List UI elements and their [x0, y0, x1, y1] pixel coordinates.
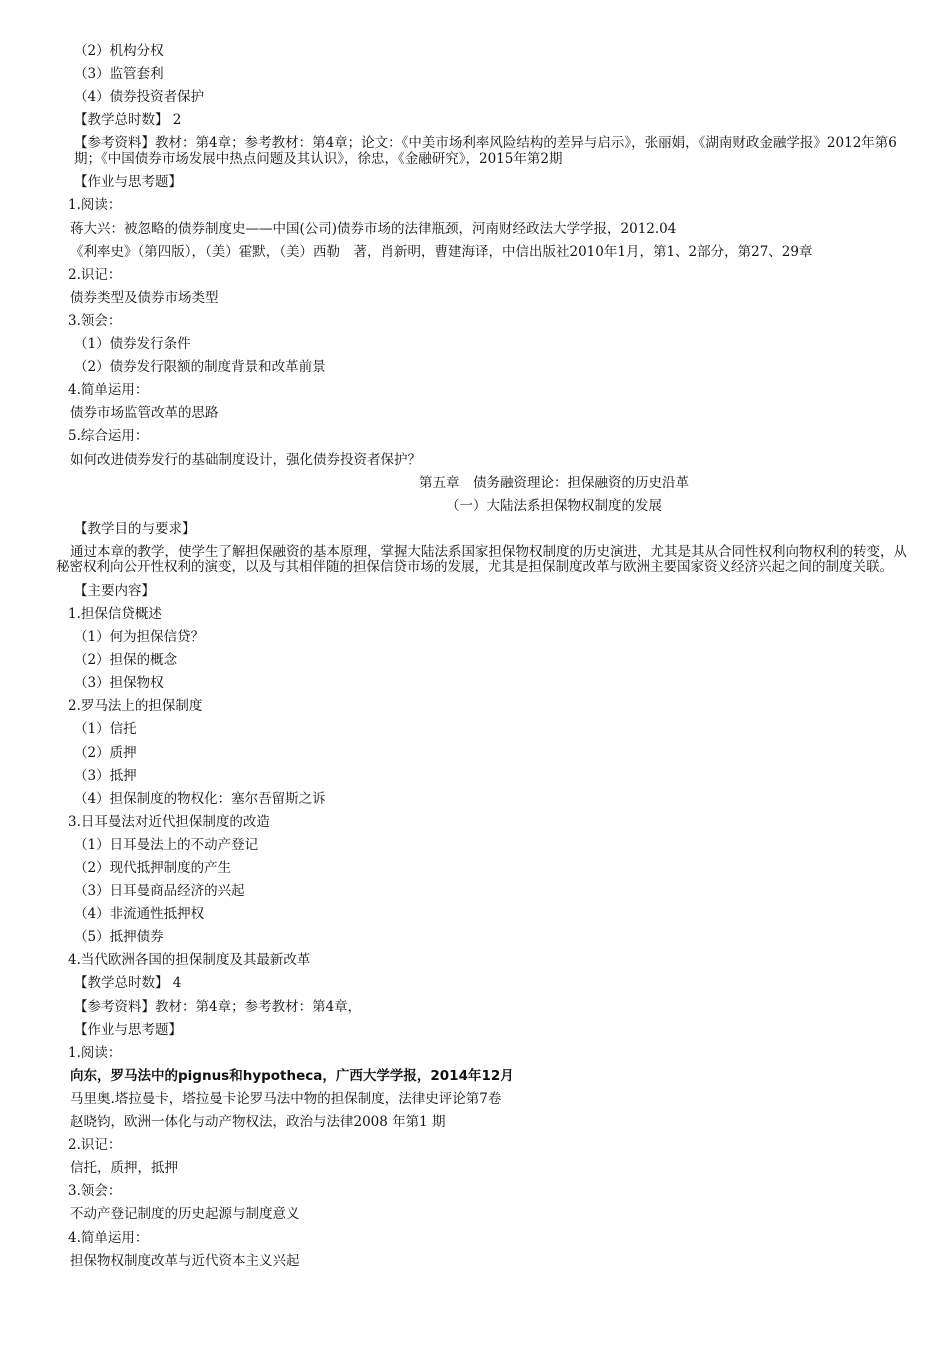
list-item: 债券类型及债券市场类型 [70, 289, 219, 306]
reading-item: 蒋大兴：被忽略的债券制度史——中国(公司)债券市场的法律瓶颈，河南财经政法大学学报，2012.04 [70, 220, 677, 237]
list-item: （2）质押 [74, 744, 137, 761]
list-item: （1）日耳曼法上的不动产登记 [74, 836, 259, 853]
list-item: （2）机构分权 [74, 43, 164, 59]
reference-paragraph: 【参考资料】教材：第4章；参考教材：第4章；论文：《中美市场利率风险结构的差异与启示》，张丽娟，《湖南财政金融学报》2012年第6期；《中国债券市场发展中热点问题及其认识》，徐忠，《金融研究》，2015年第2期 [74, 135, 897, 167]
list-item: （1）信托 [74, 721, 137, 738]
section-title: （一）大陆法系担保物权制度的发展 [446, 497, 662, 514]
list-item: （1）债券发行条件 [74, 336, 191, 353]
list-item: 3.领会： [68, 1183, 122, 1200]
list-item: （3）监管套利 [74, 66, 164, 83]
list-item: （1）何为担保信贷？ [74, 629, 205, 646]
section-heading: 【主要内容】 [74, 582, 155, 599]
list-item: 1.阅读： [68, 1044, 122, 1061]
list-item: 2.识记： [68, 266, 122, 283]
section-heading: 【教学目的与要求】 [74, 520, 196, 537]
list-item: 3.日耳曼法对近代担保制度的改造 [68, 813, 270, 830]
list-item: （3）抵押 [74, 767, 137, 784]
section-heading: 【作业与思考题】 [74, 174, 182, 191]
section-heading: 【教学总时数】 4 [74, 975, 182, 992]
list-item: （3）日耳曼商品经济的兴起 [74, 883, 245, 900]
list-item: （4）担保制度的物权化：塞尔吾留斯之诉 [74, 790, 326, 807]
list-item: （5）抵押债券 [74, 929, 164, 946]
list-item: （2）债券发行限额的制度背景和改革前景 [74, 359, 326, 376]
list-item: （4）非流通性抵押权 [74, 906, 205, 923]
reading-item: 《利率史》（第四版），（美）霍默，（美）西勒 著，肖新明，曹建海译，中信出版社2010年1月，第1、2部分，第27、29章 [70, 243, 813, 260]
reading-item: 向东，罗马法中的pignus和hypotheca，广西大学学报，2014年12月 [70, 1067, 514, 1084]
reading-item: 赵晓钧，欧洲一体化与动产物权法，政治与法律2008 年第1 期 [70, 1114, 446, 1131]
list-item: 4.简单运用： [68, 1229, 149, 1246]
list-item: 5.综合运用： [68, 428, 149, 445]
list-item: 4.当代欧洲各国的担保制度及其最新改革 [68, 952, 311, 969]
list-item: 1.阅读： [68, 197, 122, 214]
intro-paragraph: 通过本章的教学，使学生了解担保融资的基本原理，掌握大陆法系国家担保物权制度的历史演进，尤其是其从合同性权利向物权利的转变，从秘密权利向公开性权利的演变，以及与其相伴随的担保信贷市场的发展，尤其是担保制度改革与欧洲主要国家资义经济兴起之间的制度关联。 [56, 543, 907, 576]
list-item: （3）担保物权 [74, 675, 164, 692]
list-item: （2）担保的概念 [74, 652, 178, 669]
reading-item: 马里奥.塔拉曼卡，塔拉曼卡论罗马法中物的担保制度，法律史评论第7卷 [70, 1090, 502, 1107]
list-item: 信托，质押，抵押 [70, 1160, 178, 1177]
section-heading: 【参考资料】教材：第4章；参考教材：第4章， [74, 998, 362, 1015]
list-item: 2.识记： [68, 1137, 122, 1154]
section-heading: 【作业与思考题】 [74, 1021, 182, 1038]
list-item: （4）债券投资者保护 [74, 89, 205, 106]
list-item: 3.领会： [68, 312, 122, 329]
chapter-title: 第五章 债务融资理论：担保融资的历史沿革 [419, 474, 689, 491]
section-heading: 【教学总时数】 2 [74, 112, 182, 129]
list-item: 债券市场监管改革的思路 [70, 405, 219, 422]
document-page [56, 40, 912, 1273]
list-item: 4.简单运用： [68, 382, 149, 399]
list-item: 2.罗马法上的担保制度 [68, 698, 203, 715]
list-item: 如何改进债券发行的基础制度设计，强化债券投资者保护？ [70, 451, 421, 468]
list-item: 担保物权制度改革与近代资本主义兴起 [70, 1252, 300, 1269]
list-item: （2）现代抵押制度的产生 [74, 860, 232, 876]
list-item: 1.担保信贷概述 [68, 605, 162, 622]
list-item: 不动产登记制度的历史起源与制度意义 [70, 1206, 300, 1223]
